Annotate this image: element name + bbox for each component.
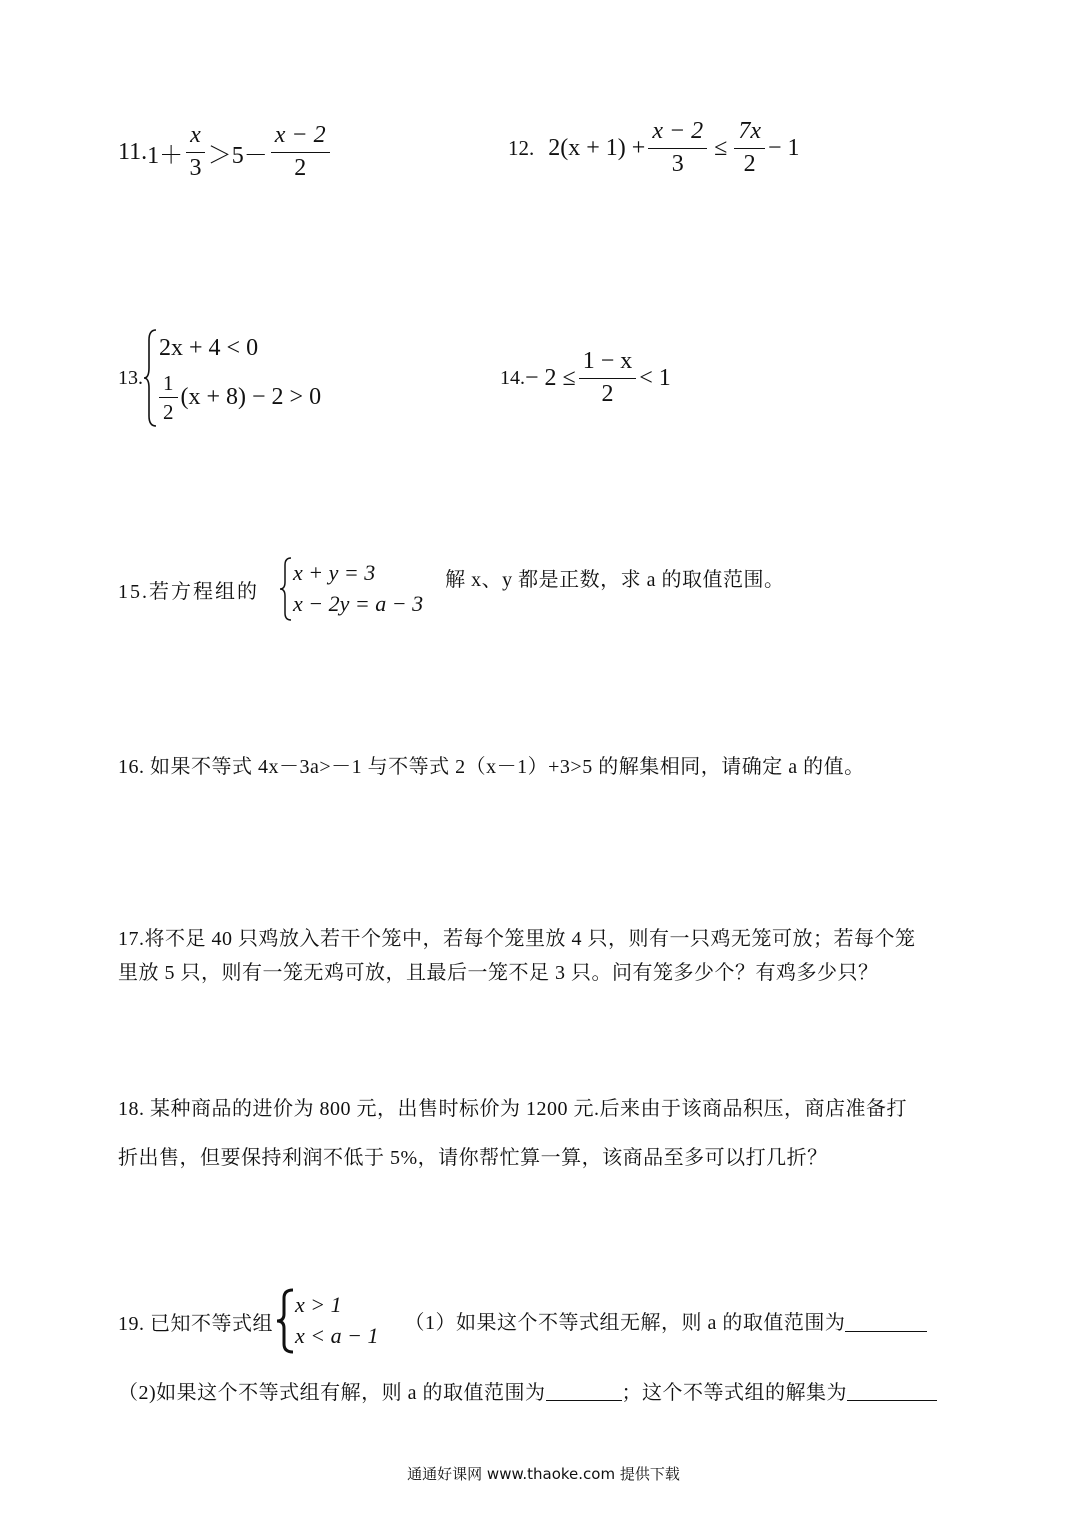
problem-12-fraction-2: $\frac{7x}{2}$ [734, 118, 765, 178]
problem-13-half: $\frac{1}{2}$ [159, 371, 178, 424]
problem-13-number: 13. [118, 366, 143, 389]
answer-blank-2[interactable] [546, 1380, 622, 1401]
problem-12-lhs: 2(x + 1) + [548, 134, 646, 161]
problem-14-rhs: < 1 [639, 364, 671, 391]
left-brace-icon [279, 556, 293, 622]
left-brace-icon [275, 1288, 295, 1354]
problem-18-line-2: 折出售，但要保持利润不低于 5%，请你帮忙算一算，该商品至多可以打几折？ [118, 1147, 828, 1169]
problem-11 [118, 122, 333, 182]
problem-12 [508, 118, 800, 178]
problem-14-lhs: − 2 ≤ [525, 364, 576, 391]
problem-11-lhs: 1＋ [147, 142, 184, 169]
problem-12-operator: ≤ [714, 134, 728, 161]
problem-19 [118, 1288, 927, 1354]
problem-13 [118, 328, 321, 428]
problem-15-prefix: 15.若方程组的 [118, 580, 259, 603]
problem-13-line-2: $\frac{1}{2}$ (x + 8) − 2 > 0 [159, 371, 321, 424]
problem-11-fraction-2: $\frac{x - 2}{2}$ [271, 122, 330, 182]
problem-13-system [159, 332, 321, 425]
answer-blank-3[interactable] [847, 1380, 937, 1401]
problem-19-prefix: 19. 已知不等式组 [118, 1312, 273, 1335]
problem-11-number: 11. [118, 138, 148, 165]
answer-blank-1[interactable] [845, 1311, 927, 1332]
problem-16: 16. 如果不等式 4x－3a>－1 与不等式 2（x－1）+3>5 的解集相同，请确定 a 的值。 [118, 756, 865, 778]
problem-12-fraction-1: $\frac{x - 2}{3}$ [648, 118, 707, 178]
problem-11-operator: ＞5－ [207, 142, 268, 169]
problem-11-fraction-1: $\frac{x}{3}$ [186, 122, 205, 182]
problem-17-line-2: 里放 5 只，则有一笼无鸡可放，且最后一笼不足 3 只。问有笼多少个？有鸡多少只？ [118, 962, 879, 984]
problem-15 [118, 556, 784, 622]
problem-19-part-2-text-a: （2)如果这个不等式组有解，则 a 的取值范围为 [118, 1382, 546, 1404]
problem-15-line-2: x − 2y = a − 3 [293, 591, 424, 616]
problem-15-line-1: x + y = 3 [293, 560, 376, 586]
problem-14-number: 14. [500, 366, 525, 389]
problem-15-text: 解 x、y 都是正数，求 a 的取值范围。 [445, 568, 785, 591]
problem-12-rhs: − 1 [768, 134, 800, 161]
problem-19-line-1: x > 1 [295, 1292, 342, 1318]
footer-text: 通通好课网 www.thaoke.com 提供下载 [407, 1465, 680, 1483]
problem-14-fraction: $\frac{1 - x}{2}$ [579, 348, 637, 408]
problem-13-line-1: 2x + 4 < 0 [159, 334, 259, 361]
problem-15-system [293, 558, 423, 620]
problem-14 [500, 348, 671, 408]
problem-18-line-1: 18. 某种商品的进价为 800 元，出售时标价为 1200 元.后来由于该商品积压，商店准备打 [118, 1098, 907, 1120]
problem-12-number: 12. [508, 135, 535, 160]
problem-17-line-1: 17.将不足 40 只鸡放入若干个笼中，若每个笼里放 4 只，则有一只鸡无笼可放；若每个笼 [118, 928, 916, 950]
problem-19-system [295, 1290, 378, 1352]
problem-19-part-2 [118, 1376, 937, 1405]
problem-19-part-1: （1）如果这个不等式组无解，则 a 的取值范围为 [404, 1311, 846, 1334]
problem-19-line-2: x < a − 1 [295, 1323, 379, 1348]
left-brace-icon [143, 328, 159, 428]
problem-19-part-2-text-b: ；这个不等式组的解集为 [621, 1382, 848, 1404]
